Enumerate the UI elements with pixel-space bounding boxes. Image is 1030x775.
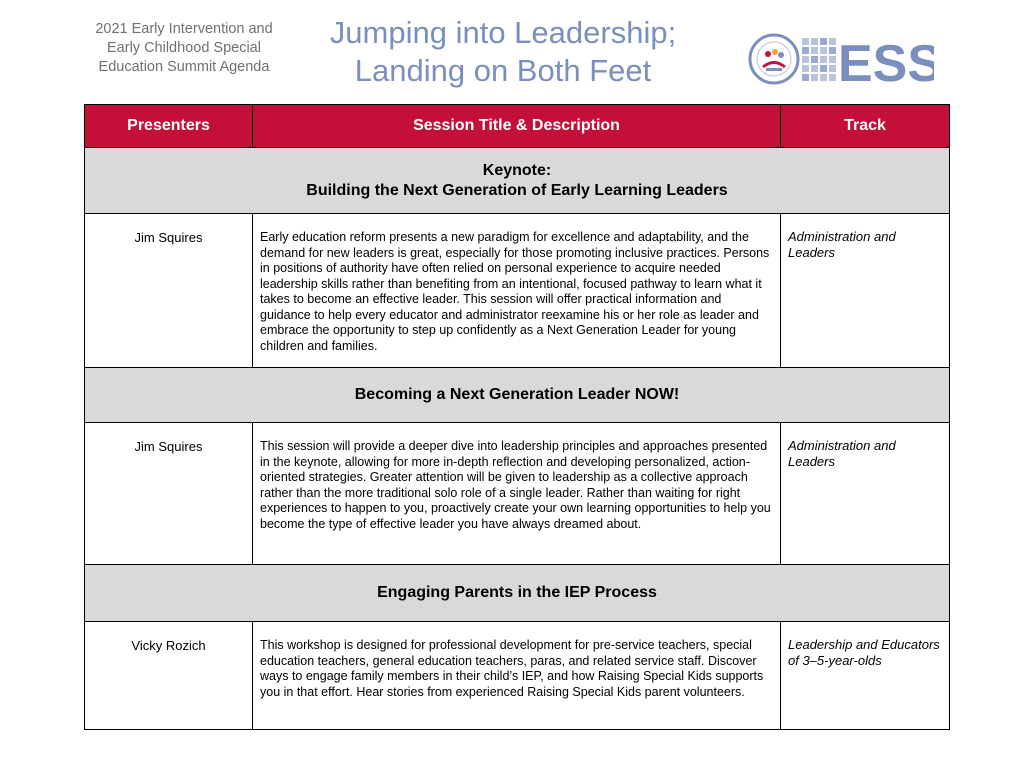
session-title-line: Building the Next Generation of Early Learning Leaders [306,181,728,199]
session-title [85,368,950,423]
session-description: This workshop is designed for professional development for pre-service teachers, special education teachers, general education teachers, paras, and related service staff. Discover ways to engage family members in their child’s IEP, and how Raising Special Kids supports you in that effort. Hear stories from experienced Raising Special Kids parent volunteers. [253,622,781,730]
summit-name [88,20,280,77]
session-detail-row [85,214,950,368]
session-detail-row [85,622,950,730]
session-description: Early education reform presents a new paradigm for excellence and adaptability, and the demand for new leaders is great, especially for those promoting inclusive practices. Persons in positions of authority have often relied on personal experience to acquire needed leadership skills rather than benefiting from an intentional, focused pathway to learn what it takes to become an effective leader. This session will offer practical information and guidance to help every educator and administrator reexamine his or her role as leader and embrace the opportunity to step up confidently as a Next Generation Leader for young children and families. [253,214,781,368]
presenter-name: Jim Squires [85,423,253,565]
column-header-session: Session Title & Description [253,105,781,148]
session-title [85,148,950,214]
presenter-name: Vicky Rozich [85,622,253,730]
session-track: Leadership and Educators of 3–5-year-olds [781,622,950,730]
session-track: Administration and Leaders [781,423,950,565]
session-title-line: Keynote: [482,161,552,179]
session-title-line: Becoming a Next Generation Leader NOW! [354,386,680,403]
page-title [300,14,706,90]
ade-seal-icon [748,30,934,90]
agenda-table [84,104,950,730]
column-header-presenters: Presenters [85,105,253,148]
session-description: This session will provide a deeper dive into leadership principles and approaches presented in the keynote, allowing for more in-depth reflection and developing personalized, action-oriented strategies. Greater attention will be given to leadership as a collective approach rather than the more traditional solo role of a single leader. Rather than waiting for right experiences to happen to you, proactively create your own learning opportunities to help you become the type of effective leader you have always dreamed about. [253,423,781,565]
ess-logo [748,30,934,90]
presenter-name: Jim Squires [85,214,253,368]
ess-logo-text: ESS [838,35,934,90]
session-track: Administration and Leaders [781,214,950,368]
session-title-row [85,368,950,423]
page-title-line: Jumping into Leadership; [329,15,677,50]
page-title-line: Landing on Both Feet [354,53,652,88]
session-title-row [85,148,950,214]
summit-name-line: Early Childhood Special [107,40,261,56]
session-detail-row [85,423,950,565]
summit-name-line: Education Summit Agenda [98,59,270,75]
session-title [85,565,950,622]
table-header-row [85,105,950,148]
column-header-track: Track [781,105,950,148]
summit-name-line: 2021 Early Intervention and [95,21,273,37]
session-title-row [85,565,950,622]
session-title-line: Engaging Parents in the IEP Process [377,584,657,601]
